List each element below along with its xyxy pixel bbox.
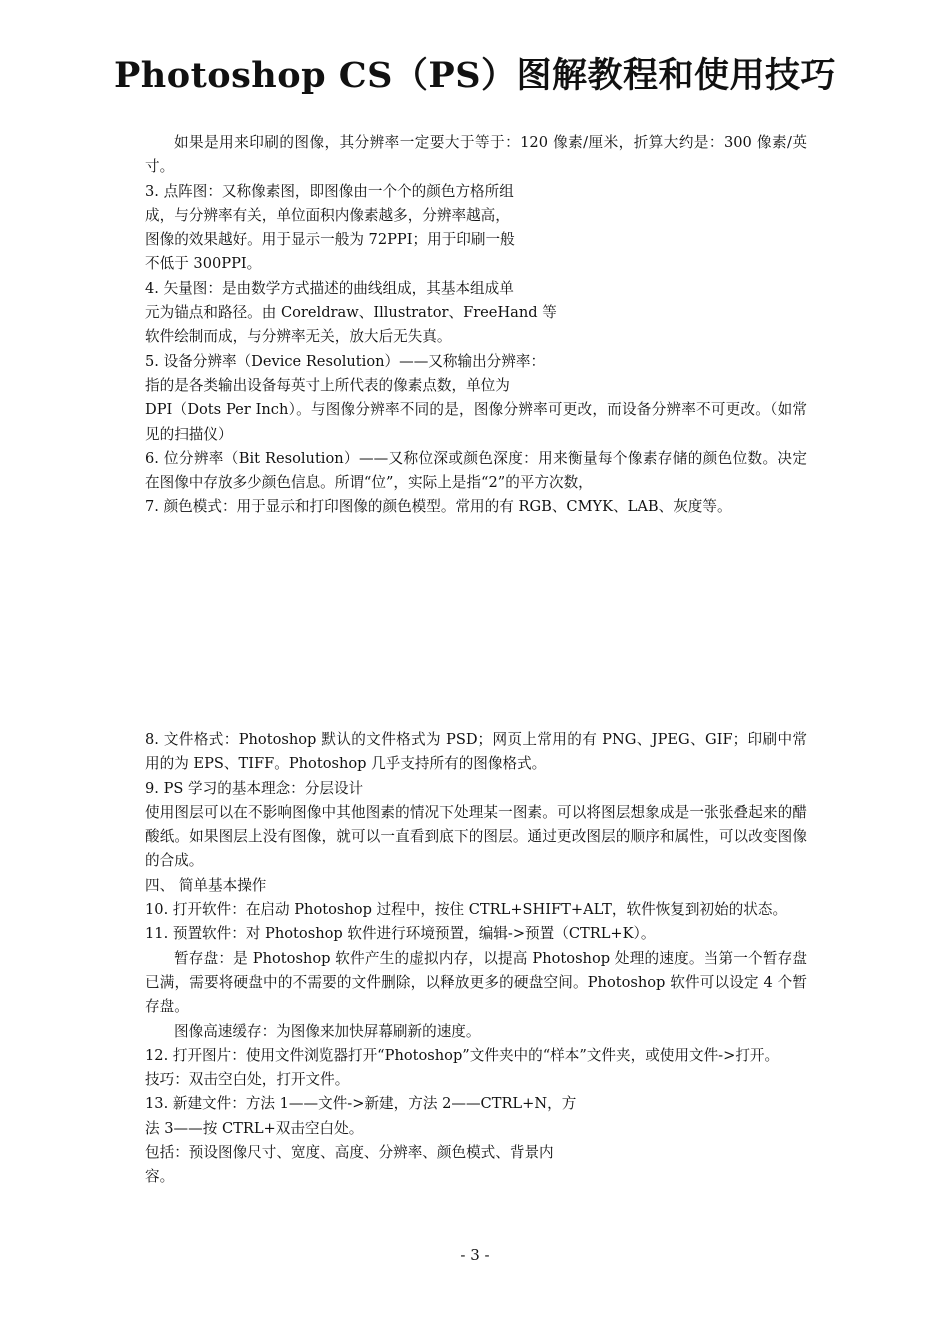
text-line: 包括：预设图像尺寸、宽度、高度、分辨率、颜色模式、背景内 [145,1144,554,1162]
item-9-heading: 9. PS 学习的基本理念：分层设计 [145,779,364,797]
item-9-body: 使用图层可以在不影响图像中其他图素的情况下处理某一图素。可以将图层想象成是一张张叠起来的醋酸纸。如果图层上没有图像，就可以一直看到底下的图层。通过更改图层的顺序和属性，可以改变图像的合成。 [145,803,807,870]
item-7-color-mode: 7. 颜色模式：用于显示和打印图像的颜色模型。常用的有 RGB、CMYK、LAB、灰度等。 [145,498,732,516]
text-line: 不低于 300PPI。 [145,255,262,273]
page-number: - 3 - [460,1246,490,1264]
text-line: 元为锚点和路径。由 Coreldraw、Illustrator、FreeHand 等 [145,304,557,322]
text-line: 13. 新建文件：方法 1——文件->新建，方法 2——CTRL+N，方 [145,1095,577,1113]
item-11-preferences: 11. 预置软件：对 Photoshop 软件进行环境预置，编辑->预置（CTRL+K）。 [145,925,656,943]
text-line: 3. 点阵图：又称像素图，即图像由一个个的颜色方格所组 [145,182,514,200]
text-line: 图像的效果越好。用于显示一般为 72PPI；用于印刷一般 [145,231,515,249]
page-title: Photoshop CS（PS）图解教程和使用技巧 [113,55,836,96]
intro-paragraph: 如果是用来印刷的图像，其分辨率一定要大于等于：120 像素/厘米，折算大约是：300 像素/英寸。 [145,134,807,176]
bottom-text-section [145,728,807,1190]
item-8-file-format: 8. 文件格式：Photoshop 默认的文件格式为 PSD；网页上常用的有 PNG、JPEG、GIF；印刷中常用的为 EPS、TIFF。Photoshop 几乎支持所有的图像格式。 [145,731,807,773]
text-line: 成，与分辨率有关，单位面积内像素越多，分辨率越高， [145,206,510,224]
text-line: 软件绘制而成，与分辨率无关，放大后无失真。 [145,328,452,346]
section-4-heading: 四、 简单基本操作 [145,876,267,894]
image-cache-paragraph: 图像高速缓存：为图像来加快屏幕刷新的速度。 [174,1022,481,1040]
item-6-bit-resolution: 6. 位分辨率（Bit Resolution）——又称位深或颜色深度：用来衡量每个像素存储的颜色位数。决定在图像中存放多少颜色信息。所谓“位”，实际上是指“2”的平方次数， [145,449,807,492]
item-12-open-image: 12. 打开图片：使用文件浏览器打开“Photoshop”文件夹中的“样本”文件夹，或使用文件->打开。 [145,1046,780,1064]
text-line: 法 3——按 CTRL+双击空白处。 [145,1119,364,1137]
item-3-bitmap [145,180,563,277]
tip-line: 技巧：双击空白处，打开文件。 [145,1071,350,1089]
item-5-device-resolution [145,350,563,399]
item-13-new-file [145,1092,620,1189]
text-line: 指的是各类输出设备每英寸上所代表的像素点数，单位为 [145,376,510,394]
text-line: 4. 矢量图：是由数学方式描述的曲线组成，其基本组成单 [145,279,514,297]
scratch-disk-paragraph: 暂存盘：是 Photoshop 软件产生的虚拟内存，以提高 Photoshop 处理的速度。当第一个暂存盘已满，需要将硬盘中的不需要的文件删除，以释放更多的硬盘空间。Photoshop 软件可以设定 4 个暂存盘。 [145,949,807,1016]
text-line: 5. 设备分辨率（Device Resolution）——又称输出分辨率： [145,352,546,370]
item-5-continuation: DPI（Dots Per Inch）。与图像分辨率不同的是，图像分辨率可更改，而设备分辨率不可更改。（如常见的扫描仪） [145,401,807,443]
item-4-vector [145,277,563,350]
top-text-section [145,131,807,520]
item-10-open-software: 10. 打开软件：在启动 Photoshop 过程中，按住 CTRL+SHIFT+ALT，软件恢复到初始的状态。 [145,901,788,919]
text-line: 容。 [145,1168,175,1186]
